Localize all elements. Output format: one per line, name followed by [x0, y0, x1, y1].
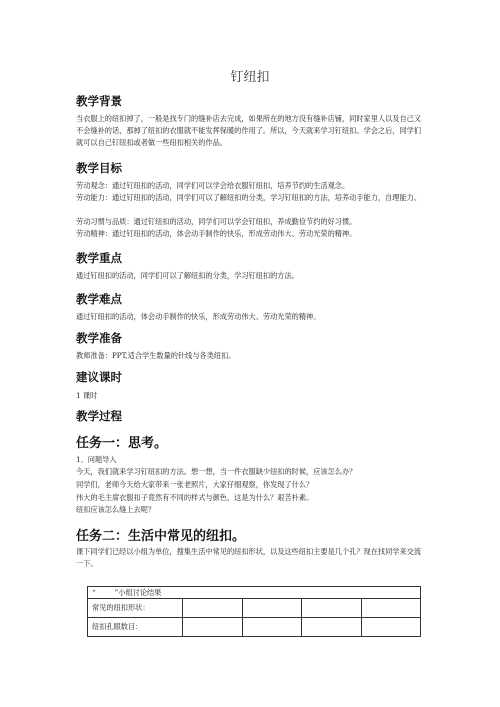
heading-difficulty: 教学难点	[76, 292, 122, 306]
heading-background: 教学背景	[76, 94, 122, 108]
hours-text: 1 课时	[76, 391, 98, 400]
heading-process: 教学过程	[76, 409, 122, 423]
heading-task2: 任务二：生活中常见的纽扣。	[76, 529, 246, 544]
difficulty-text: 通过钉纽扣的活动，体会动手制作的快乐，形成劳动伟大、劳动光荣的精神。	[76, 312, 321, 321]
table-header-cell: “ ”小组讨论结果	[88, 587, 421, 599]
table-cell	[302, 618, 362, 637]
key-text: 通过钉纽扣的活动，同学们可以了解纽扣的分类，学习钉纽扣的方法。	[76, 271, 299, 280]
table-cell	[242, 618, 302, 637]
table-cell	[242, 599, 302, 618]
heading-prep: 教学准备	[76, 331, 122, 345]
task1-line-2: 今天，我们就来学习钉纽扣的方法。想一想，当一件衣服缺少纽扣的时候，应该怎么办？	[76, 467, 357, 476]
row-label-holes: 纽扣孔眼数目：	[88, 618, 183, 637]
group-discussion-table	[87, 586, 421, 637]
table-cell	[183, 599, 243, 618]
goal-line-4: 劳动精神：通过钉纽扣的活动，体会动手制作的快乐，形成劳动伟大、劳动光荣的精神。	[76, 229, 357, 238]
task1-line-3: 同学们，老师今天给大家带来一张老照片，大家仔细观察，你发现了什么？	[76, 480, 314, 489]
table-cell	[302, 599, 362, 618]
goal-line-1: 劳动观念：通过钉纽扣的活动，同学们可以学会给衣服钉纽扣，培养节约的生活观念。	[76, 181, 350, 190]
table-cell	[361, 618, 421, 637]
row-label-shape: 常见的纽扣形状：	[88, 599, 183, 618]
table-row	[88, 599, 421, 618]
task1-line-5: 纽扣应该怎么缝上去呢？	[76, 505, 156, 514]
table-row	[88, 618, 421, 637]
goal-line-2: 劳动能力：通过钉纽扣的活动，同学们可以了解纽扣的分类，学习钉纽扣的方法，培养动手能力，自理能力。	[76, 193, 422, 202]
background-text: 当衣服上的纽扣掉了，一般是找专门的缝补店去完成，如果所在的地方没有缝补店铺，同时家里人以及自己又不会缝补的话，那掉了纽扣的衣服就不能发挥保暖的作用了。所以，今天就来学习钉纽扣。学会之后，同学们就可以自己钉纽扣或者做一些纽扣相关的作品。	[76, 114, 422, 147]
task1-line-4: 伟大的毛主席衣服扣子竟然有不同的样式与颜色，这是为什么？艰苦朴素。	[76, 493, 314, 502]
goal-line-3: 劳动习惯与品质：通过钉纽扣的活动，同学们可以学会钉纽扣，养成勤俭节约的好习惯。	[76, 217, 357, 226]
heading-task1: 任务一：思考。	[76, 436, 168, 451]
task2-text: 课下同学们已经以小组为单位，搜集生活中常见的纽扣形状，以及这些纽扣主要是几个孔？现在找同学来交流一下。	[76, 547, 422, 568]
page-title: 钉纽扣	[230, 70, 270, 85]
table-header-row	[88, 587, 421, 599]
heading-hours: 建议课时	[76, 370, 122, 384]
table-cell	[361, 599, 421, 618]
task1-line-1: 1、问题导入	[76, 455, 117, 464]
prep-text: 教师准备：PPT,适合学生数量的针线与各类纽扣。	[76, 351, 236, 360]
heading-goals: 教学目标	[76, 161, 122, 175]
table-cell	[183, 618, 243, 637]
heading-key: 教学重点	[76, 251, 122, 265]
